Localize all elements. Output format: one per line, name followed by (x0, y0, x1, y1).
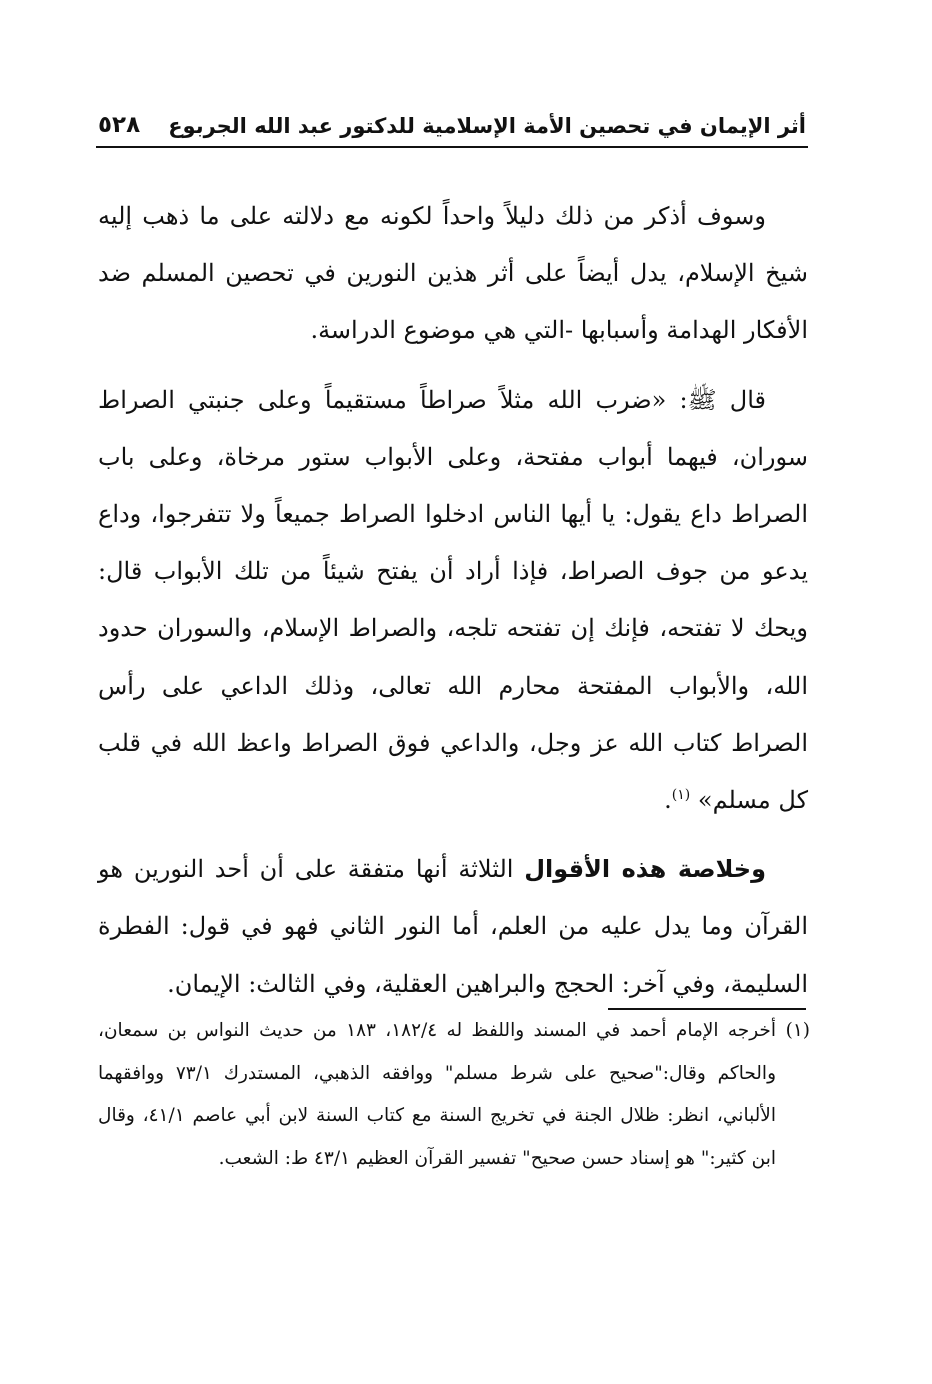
footnote-item (98, 1010, 810, 1180)
paragraph-hadith (98, 372, 808, 830)
footnotes-section (98, 1010, 810, 1180)
summary-lead: وخلاصة هذه الأقوال (524, 855, 767, 884)
header-title: أثر الإيمان في تحصين الأمة الإسلامية للدكتور عبد الله الجربوع (168, 114, 806, 138)
footnote-text: أخرجه الإمام أحمد في المسند واللفظ له ١٨٢/٤، ١٨٣ من حديث النواس بن سمعان، والحاكم وقال:"صحيح على شرط مسلم" ووافقه الذهبي، المستدرك ٧٣/١ ووافقهما الألباني، انظر: ظلال الجنة في تخريج السنة مع كتاب السنة لابن أبي عاصم ٤١/١، وقال ابن كثير:" هو إسناد حسن صحيح" تفسير القرآن العظيم ٤٣/١ ط: الشعب. (98, 1020, 777, 1169)
paragraph-intro (98, 188, 808, 360)
hadith-text: قال ﷺ: «ضرب الله مثلاً صراطاً مستقيماً وعلى جنبتي الصراط سوران، فيهما أبواب مفتحة، وعلى الأبواب ستور مرخاة، وعلى باب الصراط داع يقول: يا أيها الناس ادخلوا الصراط جميعاً ولا تتفرجوا، وداع يدعو من جوف الصراط، فإذا أراد أن يفتح شيئاً من تلك الأبواب قال: ويحك لا تفتحه، فإنك إن تفتحه تلجه، والصراط الإسلام، والسوران حدود الله، والأبواب المفتحة محارم الله تعالى، وذلك الداعي على رأس الصراط كتاب الله عز وجل، والداعي فوق الصراط واعظ الله في قلب كل مسلم» (98, 385, 808, 815)
footnote-reference: (١) (671, 787, 691, 804)
paragraph-intro-text: وسوف أذكر من ذلك دليلاً واحداً لكونه مع دلالته على ما ذهب إليه شيخ الإسلام، يدل أيضاً على أثر هذين النورين في تحصين المسلم ضد الأفكار الهدامة وأسبابها -التي هي موضوع الدراسة. (98, 202, 808, 345)
paragraph-summary (98, 841, 808, 1013)
running-header (96, 96, 808, 148)
footnote-number: (١) (785, 1020, 810, 1041)
page-number: ٥٢٨ (98, 112, 141, 138)
body-text (98, 188, 808, 1013)
hadith-end-punctuation: . (664, 786, 672, 815)
summary-text: الثلاثة أنها متفقة على أن أحد النورين هو القرآن وما يدل عليه من العلم، أما النور الثاني فهو في قول: الفطرة السليمة، وفي آخر: الحجج والبراهين العقلية، وفي الثالث: الإيمان. (98, 855, 808, 998)
